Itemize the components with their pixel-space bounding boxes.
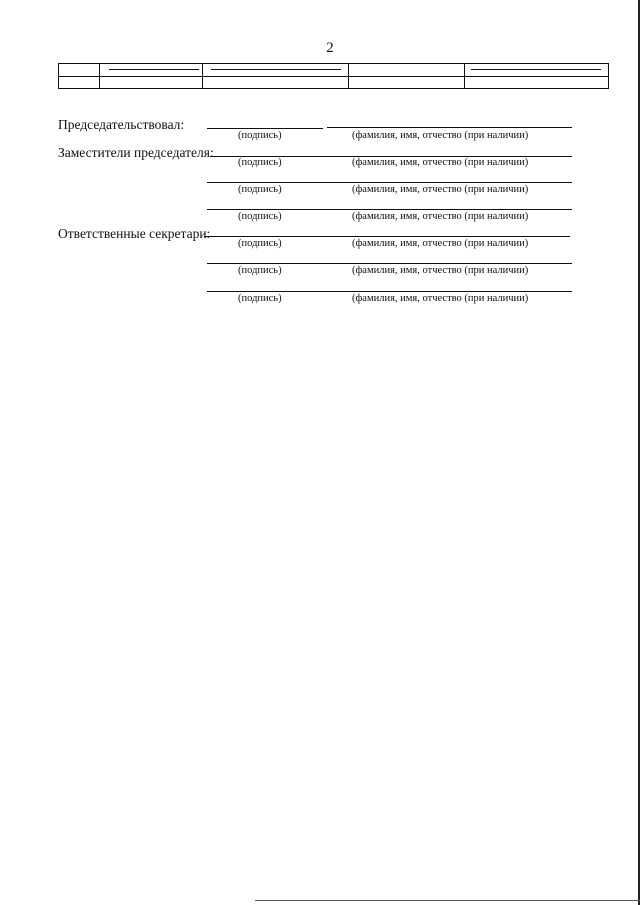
full-name-caption: (фамилия, имя, отчество (при наличии) [352,184,529,195]
table-column-divider [464,64,465,88]
signature-name-line [207,263,572,264]
full-name-line [327,127,572,128]
role-label-chair: Председательствовал: [58,117,185,132]
signature-name-line [204,236,570,237]
table-column-divider [99,64,100,88]
signature-name-line [207,209,572,210]
table-cell-mark [109,69,199,70]
full-name-caption: (фамилия, имя, отчество (при наличии) [352,157,529,168]
table-column-divider [348,64,349,88]
signature-name-line [207,182,572,183]
table-cell-mark [211,69,341,70]
table-column-divider [202,64,203,88]
full-name-caption: (фамилия, имя, отчество (при наличии) [352,238,529,249]
table-row-divider [59,76,608,77]
full-name-caption: (фамилия, имя, отчество (при наличии) [352,293,529,304]
signature-caption: (подпись) [238,211,282,222]
signature-name-line [207,291,572,292]
scan-border [255,900,640,901]
signature-caption: (подпись) [238,157,282,168]
role-label-secretaries: Ответственные секретари: [58,226,211,241]
signature-caption: (подпись) [238,265,282,276]
full-name-caption: (фамилия, имя, отчество (при наличии) [352,211,529,222]
full-name-caption: (фамилия, имя, отчество (при наличии) [352,265,529,276]
signature-caption: (подпись) [238,184,282,195]
signature-caption: (подпись) [238,293,282,304]
results-table [58,63,609,89]
signature-caption: (подпись) [238,238,282,249]
signature-line [207,128,323,129]
table-cell-mark [471,69,601,70]
signature-caption: (подпись) [238,130,282,141]
page-number: 2 [326,40,334,56]
full-name-caption: (фамилия, имя, отчество (при наличии) [352,130,529,141]
role-label-deputies: Заместители председателя: [58,145,214,160]
